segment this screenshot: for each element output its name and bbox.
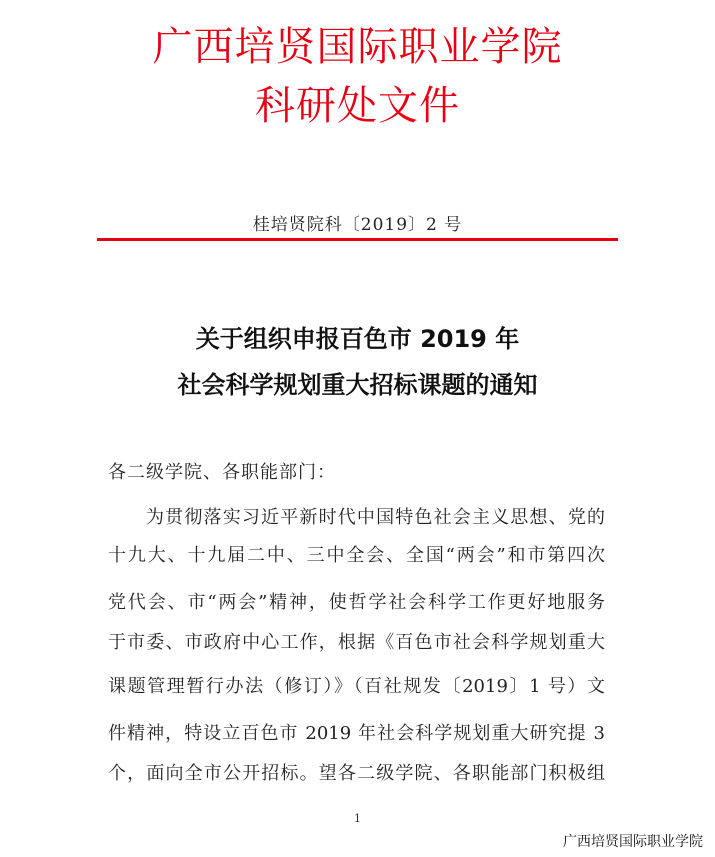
issuer-name: 广西培贤国际职业学院: [152, 24, 563, 70]
body-line: 个，面向全市公开招标。望各二级学院、各职能部门积极组: [108, 763, 605, 784]
body-line: 于市委、市政府中心工作，根据《百色市社会科学规划重大: [108, 632, 605, 653]
notice-title-line1: 关于组织申报百色市 2019 年: [195, 325, 520, 353]
red-divider-line: [97, 238, 618, 241]
footer-watermark: 广西培贤国际职业学院: [563, 834, 703, 850]
issuer-department: 科研处文件: [255, 83, 460, 129]
salutation: 各二级学院、各职能部门：: [108, 462, 336, 483]
body-line: 件精神，特设立百色市 2019 年社会科学规划重大研究提 3: [108, 723, 605, 744]
body-line: 党代会、市“两会”精神，使哲学社会科学工作更好地服务: [108, 592, 605, 613]
notice-title-line2: 社会科学规划重大招标课题的通知: [177, 371, 538, 399]
body-line: 课题管理暂行办法（修订）》（百社规发〔2019〕1 号）文: [108, 676, 605, 697]
body-line: 为贯彻落实习近平新时代中国特色社会主义思想、党的: [146, 507, 605, 528]
document-number: 桂培贤院科〔2019〕2 号: [252, 215, 463, 235]
body-line: 十九大、十九届二中、三中全会、全国“两会”和市第四次: [108, 545, 605, 566]
page-number: 1: [354, 812, 361, 825]
